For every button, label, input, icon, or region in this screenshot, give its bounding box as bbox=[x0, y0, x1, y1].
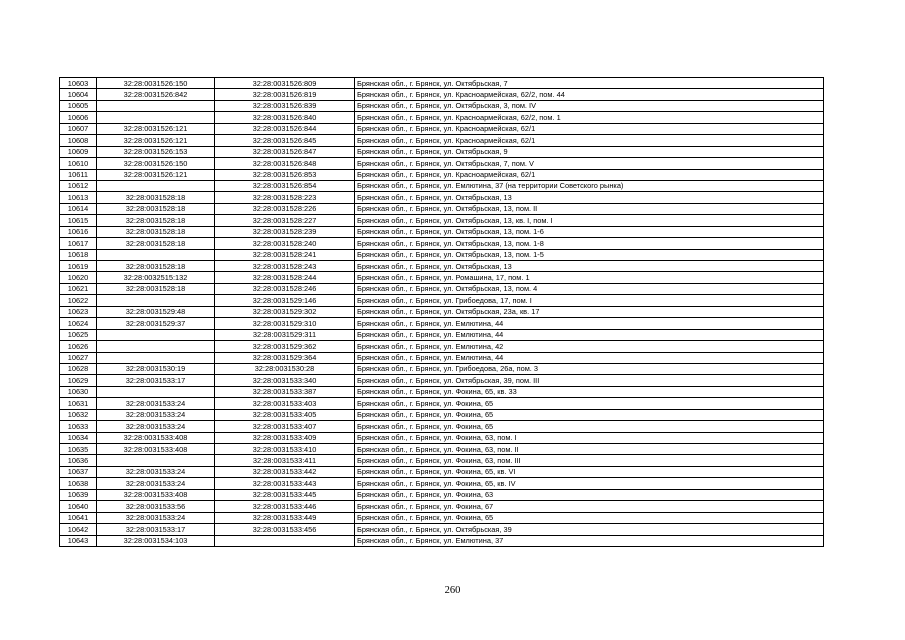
object-cadastral-number-cell: 32:28:0031526:854 bbox=[215, 180, 355, 191]
address-cell: Брянская обл., г. Брянск, ул. Октябрьская, 39 bbox=[355, 524, 824, 535]
row-number-cell: 10617 bbox=[60, 238, 97, 249]
table-row bbox=[60, 249, 824, 260]
table-row bbox=[60, 192, 824, 203]
parcel-cadastral-number-cell bbox=[97, 341, 215, 352]
table-row bbox=[60, 466, 824, 477]
address-cell: Брянская обл., г. Брянск, ул. Октябрьская, 23а, кв. 17 bbox=[355, 306, 824, 317]
address-cell: Брянская обл., г. Брянск, ул. Грибоедова, 17, пом. I bbox=[355, 295, 824, 306]
parcel-cadastral-number-cell: 32:28:0031528:18 bbox=[97, 226, 215, 237]
object-cadastral-number-cell: 32:28:0031528:227 bbox=[215, 215, 355, 226]
object-cadastral-number-cell: 32:28:0031533:443 bbox=[215, 478, 355, 489]
row-number-cell: 10609 bbox=[60, 146, 97, 157]
parcel-cadastral-number-cell: 32:28:0031533:408 bbox=[97, 489, 215, 500]
parcel-cadastral-number-cell bbox=[97, 100, 215, 111]
address-cell: Брянская обл., г. Брянск, ул. Фокина, 65 bbox=[355, 512, 824, 523]
row-number-cell: 10607 bbox=[60, 123, 97, 134]
address-cell: Брянская обл., г. Брянск, ул. Фокина, 67 bbox=[355, 501, 824, 512]
table-row bbox=[60, 432, 824, 443]
parcel-cadastral-number-cell: 32:28:0032515:132 bbox=[97, 272, 215, 283]
object-cadastral-number-cell: 32:28:0031526:819 bbox=[215, 89, 355, 100]
row-number-cell: 10606 bbox=[60, 112, 97, 123]
address-cell: Брянская обл., г. Брянск, ул. Красноармейская, 62/1 bbox=[355, 169, 824, 180]
parcel-cadastral-number-cell: 32:28:0031528:18 bbox=[97, 215, 215, 226]
row-number-cell: 10631 bbox=[60, 398, 97, 409]
table-row bbox=[60, 535, 824, 546]
row-number-cell: 10643 bbox=[60, 535, 97, 546]
address-cell: Брянская обл., г. Брянск, ул. Октябрьская, 13, пом. 1-6 bbox=[355, 226, 824, 237]
table-row bbox=[60, 512, 824, 523]
row-number-cell: 10638 bbox=[60, 478, 97, 489]
object-cadastral-number-cell: 32:28:0031528:223 bbox=[215, 192, 355, 203]
page-number: 260 bbox=[444, 585, 461, 596]
table-row bbox=[60, 341, 824, 352]
object-cadastral-number-cell: 32:28:0031529:362 bbox=[215, 341, 355, 352]
row-number-cell: 10633 bbox=[60, 421, 97, 432]
object-cadastral-number-cell: 32:28:0031533:442 bbox=[215, 466, 355, 477]
row-number-cell: 10641 bbox=[60, 512, 97, 523]
parcel-cadastral-number-cell: 32:28:0031526:153 bbox=[97, 146, 215, 157]
row-number-cell: 10621 bbox=[60, 283, 97, 294]
address-cell: Брянская обл., г. Брянск, ул. Емлютина, 37 (на территории Советского рынка) bbox=[355, 180, 824, 191]
table-row bbox=[60, 524, 824, 535]
table-row bbox=[60, 478, 824, 489]
address-cell: Брянская обл., г. Брянск, ул. Октябрьская, 13, пом. 4 bbox=[355, 283, 824, 294]
object-cadastral-number-cell: 32:28:0031533:446 bbox=[215, 501, 355, 512]
parcel-cadastral-number-cell: 32:28:0031533:17 bbox=[97, 375, 215, 386]
table-row bbox=[60, 215, 824, 226]
parcel-cadastral-number-cell: 32:28:0031529:37 bbox=[97, 318, 215, 329]
object-cadastral-number-cell: 32:28:0031526:847 bbox=[215, 146, 355, 157]
object-cadastral-number-cell: 32:28:0031533:403 bbox=[215, 398, 355, 409]
parcel-cadastral-number-cell: 32:28:0031533:408 bbox=[97, 444, 215, 455]
parcel-cadastral-number-cell: 32:28:0031528:18 bbox=[97, 203, 215, 214]
row-number-cell: 10610 bbox=[60, 158, 97, 169]
parcel-cadastral-number-cell bbox=[97, 352, 215, 363]
table-row bbox=[60, 238, 824, 249]
parcel-cadastral-number-cell: 32:28:0031528:18 bbox=[97, 283, 215, 294]
row-number-cell: 10627 bbox=[60, 352, 97, 363]
parcel-cadastral-number-cell bbox=[97, 329, 215, 340]
address-cell: Брянская обл., г. Брянск, ул. Октябрьская, 7 bbox=[355, 78, 824, 89]
table-row bbox=[60, 501, 824, 512]
address-cell: Брянская обл., г. Брянск, ул. Емлютина, 44 bbox=[355, 329, 824, 340]
row-number-cell: 10629 bbox=[60, 375, 97, 386]
address-cell: Брянская обл., г. Брянск, ул. Октябрьская, 13, кв. I, пом. I bbox=[355, 215, 824, 226]
object-cadastral-number-cell: 32:28:0031526:845 bbox=[215, 135, 355, 146]
object-cadastral-number-cell: 32:28:0031533:449 bbox=[215, 512, 355, 523]
address-cell: Брянская обл., г. Брянск, ул. Емлютина, 42 bbox=[355, 341, 824, 352]
row-number-cell: 10611 bbox=[60, 169, 97, 180]
parcel-cadastral-number-cell: 32:28:0031530:19 bbox=[97, 363, 215, 374]
table-row bbox=[60, 146, 824, 157]
registry-table bbox=[59, 77, 824, 547]
row-number-cell: 10632 bbox=[60, 409, 97, 420]
parcel-cadastral-number-cell: 32:28:0031533:17 bbox=[97, 524, 215, 535]
object-cadastral-number-cell: 32:28:0031529:311 bbox=[215, 329, 355, 340]
row-number-cell: 10634 bbox=[60, 432, 97, 443]
row-number-cell: 10604 bbox=[60, 89, 97, 100]
address-cell: Брянская обл., г. Брянск, ул. Фокина, 65, кв. VI bbox=[355, 466, 824, 477]
address-cell: Брянская обл., г. Брянск, ул. Красноармейская, 62/2, пом. 44 bbox=[355, 89, 824, 100]
object-cadastral-number-cell: 32:28:0031533:445 bbox=[215, 489, 355, 500]
table-row bbox=[60, 226, 824, 237]
parcel-cadastral-number-cell: 32:28:0031526:150 bbox=[97, 158, 215, 169]
parcel-cadastral-number-cell bbox=[97, 180, 215, 191]
table-row bbox=[60, 306, 824, 317]
object-cadastral-number-cell: 32:28:0031533:410 bbox=[215, 444, 355, 455]
object-cadastral-number-cell: 32:28:0031526:853 bbox=[215, 169, 355, 180]
address-cell: Брянская обл., г. Брянск, ул. Октябрьская, 9 bbox=[355, 146, 824, 157]
table-row bbox=[60, 112, 824, 123]
address-cell: Брянская обл., г. Брянск, ул. Октябрьская, 13, пом. 1-8 bbox=[355, 238, 824, 249]
table-row bbox=[60, 398, 824, 409]
row-number-cell: 10635 bbox=[60, 444, 97, 455]
parcel-cadastral-number-cell: 32:28:0031533:24 bbox=[97, 478, 215, 489]
table-row bbox=[60, 489, 824, 500]
address-cell: Брянская обл., г. Брянск, ул. Фокина, 65 bbox=[355, 421, 824, 432]
table-row bbox=[60, 295, 824, 306]
address-cell: Брянская обл., г. Брянск, ул. Октябрьская, 13 bbox=[355, 261, 824, 272]
row-number-cell: 10636 bbox=[60, 455, 97, 466]
row-number-cell: 10616 bbox=[60, 226, 97, 237]
table-row bbox=[60, 203, 824, 214]
object-cadastral-number-cell bbox=[215, 535, 355, 546]
row-number-cell: 10614 bbox=[60, 203, 97, 214]
parcel-cadastral-number-cell: 32:28:0031526:121 bbox=[97, 135, 215, 146]
row-number-cell: 10613 bbox=[60, 192, 97, 203]
table-row bbox=[60, 386, 824, 397]
table-row bbox=[60, 180, 824, 191]
parcel-cadastral-number-cell: 32:28:0031526:842 bbox=[97, 89, 215, 100]
object-cadastral-number-cell: 32:28:0031528:243 bbox=[215, 261, 355, 272]
address-cell: Брянская обл., г. Брянск, ул. Фокина, 65 bbox=[355, 409, 824, 420]
row-number-cell: 10640 bbox=[60, 501, 97, 512]
table-row bbox=[60, 78, 824, 89]
parcel-cadastral-number-cell bbox=[97, 455, 215, 466]
table-row bbox=[60, 444, 824, 455]
table-row bbox=[60, 329, 824, 340]
parcel-cadastral-number-cell: 32:28:0031528:18 bbox=[97, 261, 215, 272]
parcel-cadastral-number-cell: 32:28:0031533:24 bbox=[97, 409, 215, 420]
object-cadastral-number-cell: 32:28:0031529:310 bbox=[215, 318, 355, 329]
row-number-cell: 10639 bbox=[60, 489, 97, 500]
object-cadastral-number-cell: 32:28:0031526:840 bbox=[215, 112, 355, 123]
row-number-cell: 10637 bbox=[60, 466, 97, 477]
object-cadastral-number-cell: 32:28:0031528:246 bbox=[215, 283, 355, 294]
table-row bbox=[60, 89, 824, 100]
object-cadastral-number-cell: 32:28:0031533:409 bbox=[215, 432, 355, 443]
address-cell: Брянская обл., г. Брянск, ул. Октябрьская, 7, пом. V bbox=[355, 158, 824, 169]
row-number-cell: 10612 bbox=[60, 180, 97, 191]
table-row bbox=[60, 272, 824, 283]
parcel-cadastral-number-cell bbox=[97, 386, 215, 397]
object-cadastral-number-cell: 32:28:0031529:146 bbox=[215, 295, 355, 306]
table-row bbox=[60, 363, 824, 374]
row-number-cell: 10605 bbox=[60, 100, 97, 111]
parcel-cadastral-number-cell: 32:28:0031533:24 bbox=[97, 512, 215, 523]
row-number-cell: 10623 bbox=[60, 306, 97, 317]
parcel-cadastral-number-cell: 32:28:0031533:24 bbox=[97, 421, 215, 432]
object-cadastral-number-cell: 32:28:0031529:364 bbox=[215, 352, 355, 363]
address-cell: Брянская обл., г. Брянск, ул. Фокина, 63 bbox=[355, 489, 824, 500]
address-cell: Брянская обл., г. Брянск, ул. Красноармейская, 62/2, пом. 1 bbox=[355, 112, 824, 123]
address-cell: Брянская обл., г. Брянск, ул. Фокина, 63, пом. I bbox=[355, 432, 824, 443]
table-row bbox=[60, 455, 824, 466]
parcel-cadastral-number-cell bbox=[97, 112, 215, 123]
row-number-cell: 10603 bbox=[60, 78, 97, 89]
object-cadastral-number-cell: 32:28:0031528:241 bbox=[215, 249, 355, 260]
row-number-cell: 10625 bbox=[60, 329, 97, 340]
object-cadastral-number-cell: 32:28:0031533:387 bbox=[215, 386, 355, 397]
registry-table-body bbox=[60, 78, 824, 547]
table-row bbox=[60, 352, 824, 363]
row-number-cell: 10618 bbox=[60, 249, 97, 260]
table-row bbox=[60, 100, 824, 111]
table-row bbox=[60, 135, 824, 146]
object-cadastral-number-cell: 32:28:0031528:244 bbox=[215, 272, 355, 283]
parcel-cadastral-number-cell: 32:28:0031528:18 bbox=[97, 238, 215, 249]
address-cell: Брянская обл., г. Брянск, ул. Фокина, 65, кв. IV bbox=[355, 478, 824, 489]
table-row bbox=[60, 409, 824, 420]
row-number-cell: 10642 bbox=[60, 524, 97, 535]
address-cell: Брянская обл., г. Брянск, ул. Фокина, 63, пом. II bbox=[355, 444, 824, 455]
address-cell: Брянская обл., г. Брянск, ул. Октябрьская, 13, пом. 1-5 bbox=[355, 249, 824, 260]
address-cell: Брянская обл., г. Брянск, ул. Фокина, 63, пом. III bbox=[355, 455, 824, 466]
parcel-cadastral-number-cell: 32:28:0031533:24 bbox=[97, 466, 215, 477]
parcel-cadastral-number-cell: 32:28:0031534:103 bbox=[97, 535, 215, 546]
row-number-cell: 10622 bbox=[60, 295, 97, 306]
parcel-cadastral-number-cell: 32:28:0031533:408 bbox=[97, 432, 215, 443]
object-cadastral-number-cell: 32:28:0031533:411 bbox=[215, 455, 355, 466]
object-cadastral-number-cell: 32:28:0031528:239 bbox=[215, 226, 355, 237]
address-cell: Брянская обл., г. Брянск, ул. Октябрьская, 13 bbox=[355, 192, 824, 203]
parcel-cadastral-number-cell: 32:28:0031528:18 bbox=[97, 192, 215, 203]
address-cell: Брянская обл., г. Брянск, ул. Емлютина, 44 bbox=[355, 318, 824, 329]
row-number-cell: 10624 bbox=[60, 318, 97, 329]
parcel-cadastral-number-cell bbox=[97, 249, 215, 260]
object-cadastral-number-cell: 32:28:0031533:340 bbox=[215, 375, 355, 386]
object-cadastral-number-cell: 32:28:0031533:407 bbox=[215, 421, 355, 432]
object-cadastral-number-cell: 32:28:0031530:28 bbox=[215, 363, 355, 374]
address-cell: Брянская обл., г. Брянск, ул. Фокина, 65 bbox=[355, 398, 824, 409]
object-cadastral-number-cell: 32:28:0031533:405 bbox=[215, 409, 355, 420]
address-cell: Брянская обл., г. Брянск, ул. Красноармейская, 62/1 bbox=[355, 135, 824, 146]
address-cell: Брянская обл., г. Брянск, ул. Октябрьская, 3, пом. IV bbox=[355, 100, 824, 111]
table-row bbox=[60, 421, 824, 432]
address-cell: Брянская обл., г. Брянск, ул. Емлютина, 37 bbox=[355, 535, 824, 546]
row-number-cell: 10626 bbox=[60, 341, 97, 352]
address-cell: Брянская обл., г. Брянск, ул. Грибоедова, 26а, пом. 3 bbox=[355, 363, 824, 374]
parcel-cadastral-number-cell: 32:28:0031529:48 bbox=[97, 306, 215, 317]
address-cell: Брянская обл., г. Брянск, ул. Октябрьская, 13, пом. II bbox=[355, 203, 824, 214]
parcel-cadastral-number-cell: 32:28:0031526:150 bbox=[97, 78, 215, 89]
object-cadastral-number-cell: 32:28:0031526:848 bbox=[215, 158, 355, 169]
parcel-cadastral-number-cell: 32:28:0031526:121 bbox=[97, 123, 215, 134]
object-cadastral-number-cell: 32:28:0031526:839 bbox=[215, 100, 355, 111]
row-number-cell: 10615 bbox=[60, 215, 97, 226]
object-cadastral-number-cell: 32:28:0031526:844 bbox=[215, 123, 355, 134]
row-number-cell: 10620 bbox=[60, 272, 97, 283]
parcel-cadastral-number-cell: 32:28:0031533:24 bbox=[97, 398, 215, 409]
table-row bbox=[60, 169, 824, 180]
table-row bbox=[60, 261, 824, 272]
row-number-cell: 10628 bbox=[60, 363, 97, 374]
table-row bbox=[60, 123, 824, 134]
row-number-cell: 10619 bbox=[60, 261, 97, 272]
address-cell: Брянская обл., г. Брянск, ул. Емлютина, 44 bbox=[355, 352, 824, 363]
table-row bbox=[60, 375, 824, 386]
parcel-cadastral-number-cell bbox=[97, 295, 215, 306]
object-cadastral-number-cell: 32:28:0031526:809 bbox=[215, 78, 355, 89]
object-cadastral-number-cell: 32:28:0031529:302 bbox=[215, 306, 355, 317]
table-row bbox=[60, 158, 824, 169]
parcel-cadastral-number-cell: 32:28:0031526:121 bbox=[97, 169, 215, 180]
address-cell: Брянская обл., г. Брянск, ул. Фокина, 65, кв. 33 bbox=[355, 386, 824, 397]
address-cell: Брянская обл., г. Брянск, ул. Красноармейская, 62/1 bbox=[355, 123, 824, 134]
table-row bbox=[60, 318, 824, 329]
object-cadastral-number-cell: 32:28:0031528:226 bbox=[215, 203, 355, 214]
object-cadastral-number-cell: 32:28:0031528:240 bbox=[215, 238, 355, 249]
table-row bbox=[60, 283, 824, 294]
address-cell: Брянская обл., г. Брянск, ул. Ромашина, 17, пом. 1 bbox=[355, 272, 824, 283]
parcel-cadastral-number-cell: 32:28:0031533:56 bbox=[97, 501, 215, 512]
row-number-cell: 10608 bbox=[60, 135, 97, 146]
address-cell: Брянская обл., г. Брянск, ул. Октябрьская, 39, пом. III bbox=[355, 375, 824, 386]
row-number-cell: 10630 bbox=[60, 386, 97, 397]
object-cadastral-number-cell: 32:28:0031533:456 bbox=[215, 524, 355, 535]
